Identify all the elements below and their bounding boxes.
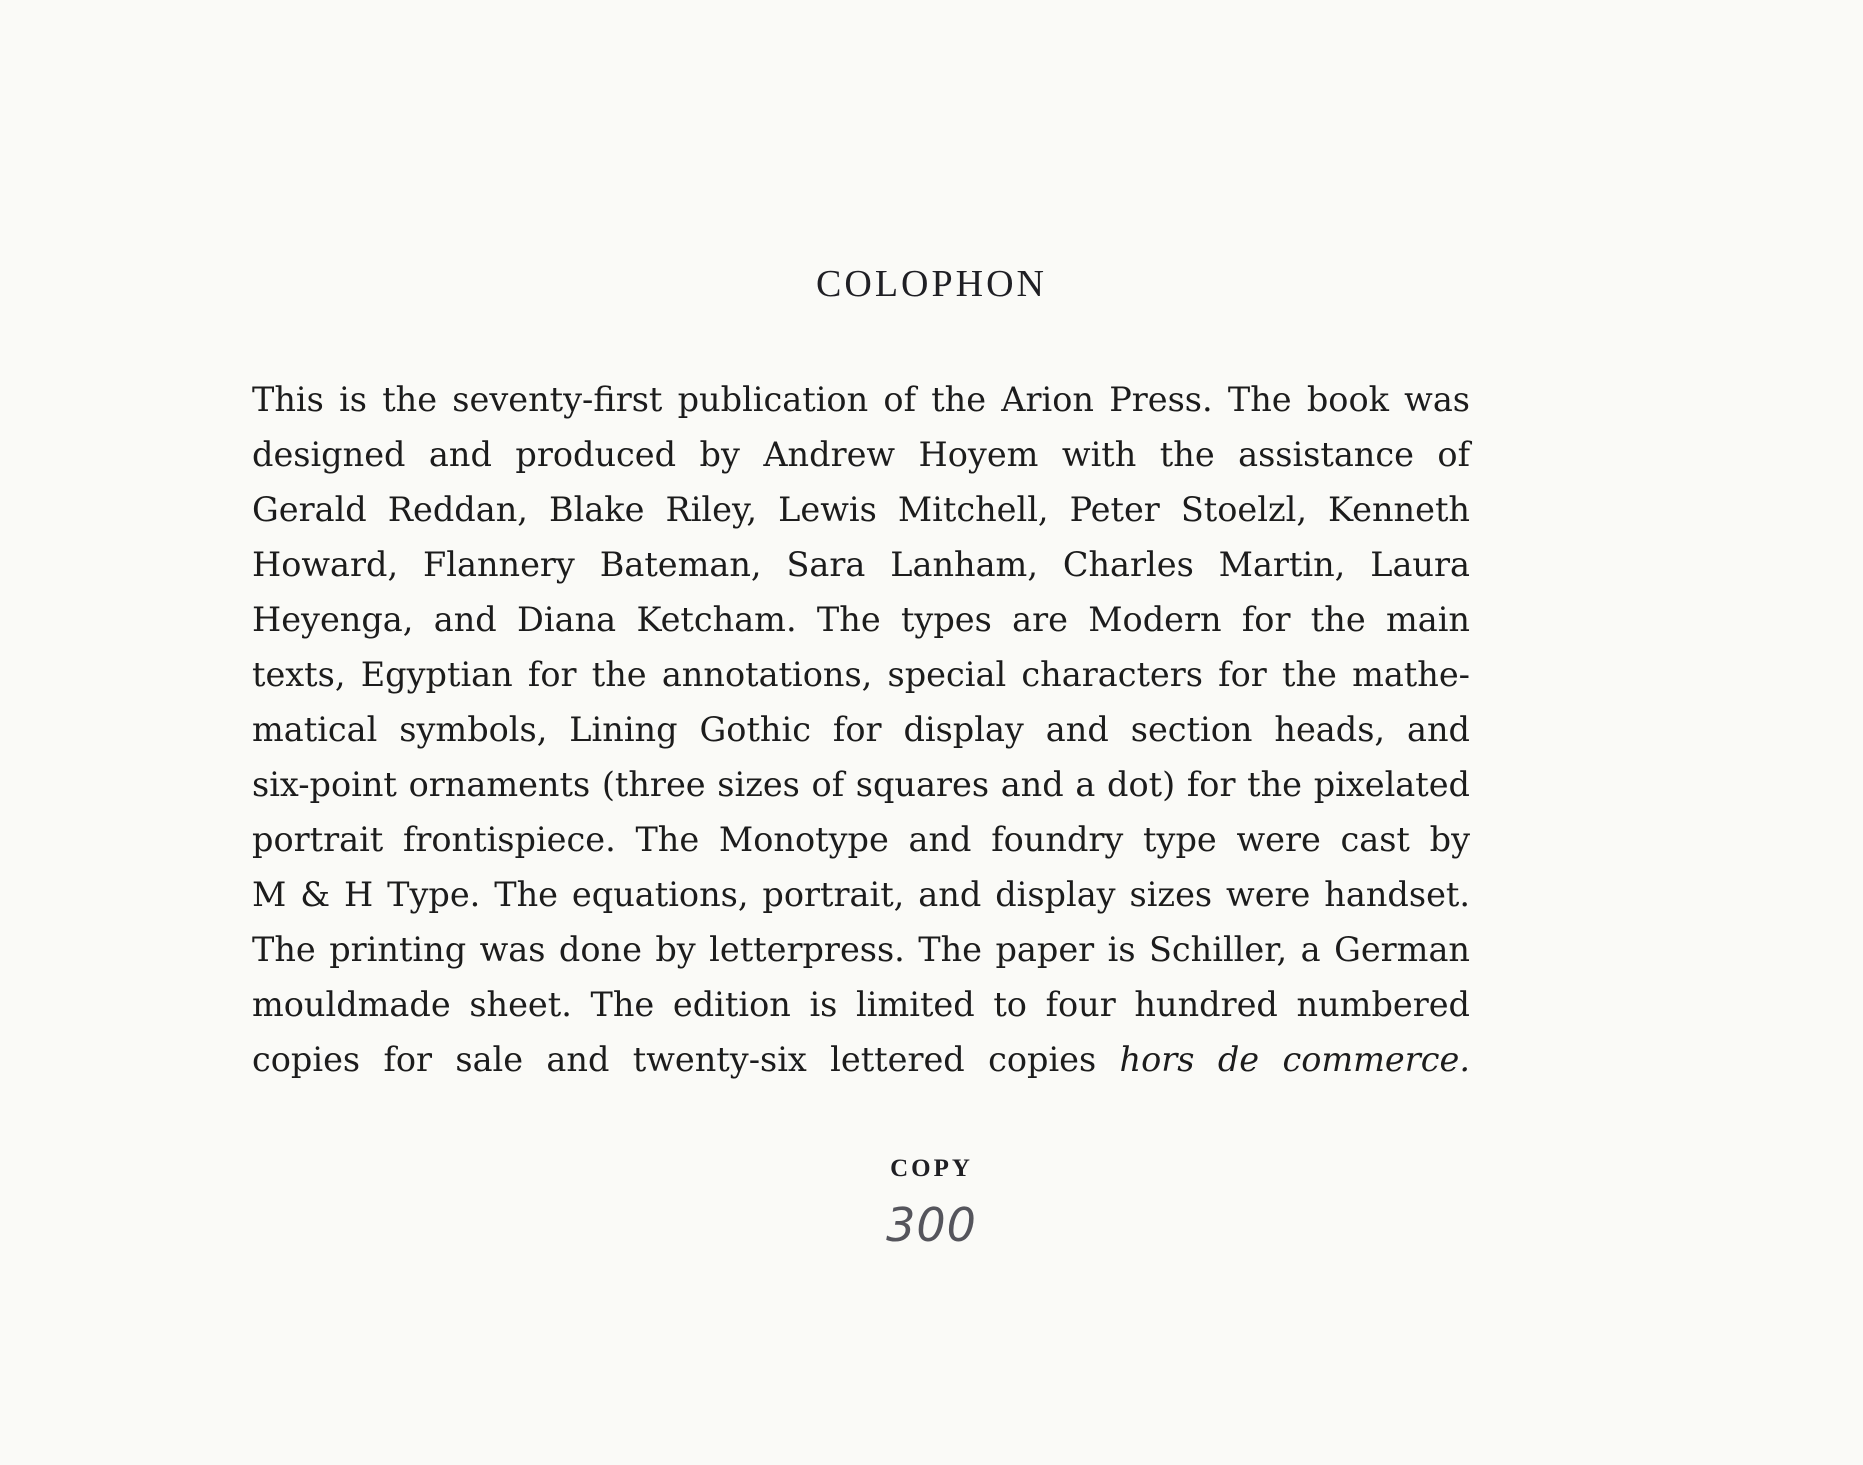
- paragraph-line: matical symbols, Lining Gothic for display and section heads, and: [252, 710, 1470, 749]
- paragraph-line: Howard, Flannery Bateman, Sara Lanham, Charles Martin, Laura: [252, 545, 1470, 584]
- paragraph-line: portrait frontispiece. The Monotype and foundry type were cast by: [252, 820, 1470, 859]
- paragraph-line: This is the seventy-first publication of the Arion Press. The book was: [252, 380, 1470, 419]
- paragraph-line: designed and produced by Andrew Hoyem with the assistance of: [252, 435, 1470, 474]
- paragraph-line: six-point ornaments (three sizes of squares and a dot) for the pixelated: [252, 765, 1470, 804]
- paragraph-line: M & H Type. The equations, portrait, and display sizes were handset.: [252, 875, 1470, 914]
- paragraph-line: Gerald Reddan, Blake Riley, Lewis Mitchell, Peter Stoelzl, Kenneth: [252, 490, 1470, 529]
- paragraph-line: Heyenga, and Diana Ketcham. The types are Modern for the main: [252, 600, 1470, 639]
- copy-label: COPY: [890, 1155, 973, 1182]
- paragraph-line: The printing was done by letterpress. The paper is Schiller, a German: [252, 930, 1470, 969]
- paragraph-line: texts, Egyptian for the annotations, special characters for the mathe-: [252, 655, 1470, 694]
- colophon-paragraph: [252, 372, 1470, 1087]
- paragraph-line: mouldmade sheet. The edition is limited to four hundred numbered: [252, 985, 1470, 1024]
- page-title: COLOPHON: [816, 263, 1047, 305]
- last-line-text: copies for sale and twenty-six lettered copies: [252, 1040, 1097, 1079]
- last-line-italic: hors de commerce.: [1119, 1040, 1470, 1079]
- copy-number-handwritten: 300: [886, 1198, 977, 1252]
- paragraph-last-line: [252, 1032, 1470, 1087]
